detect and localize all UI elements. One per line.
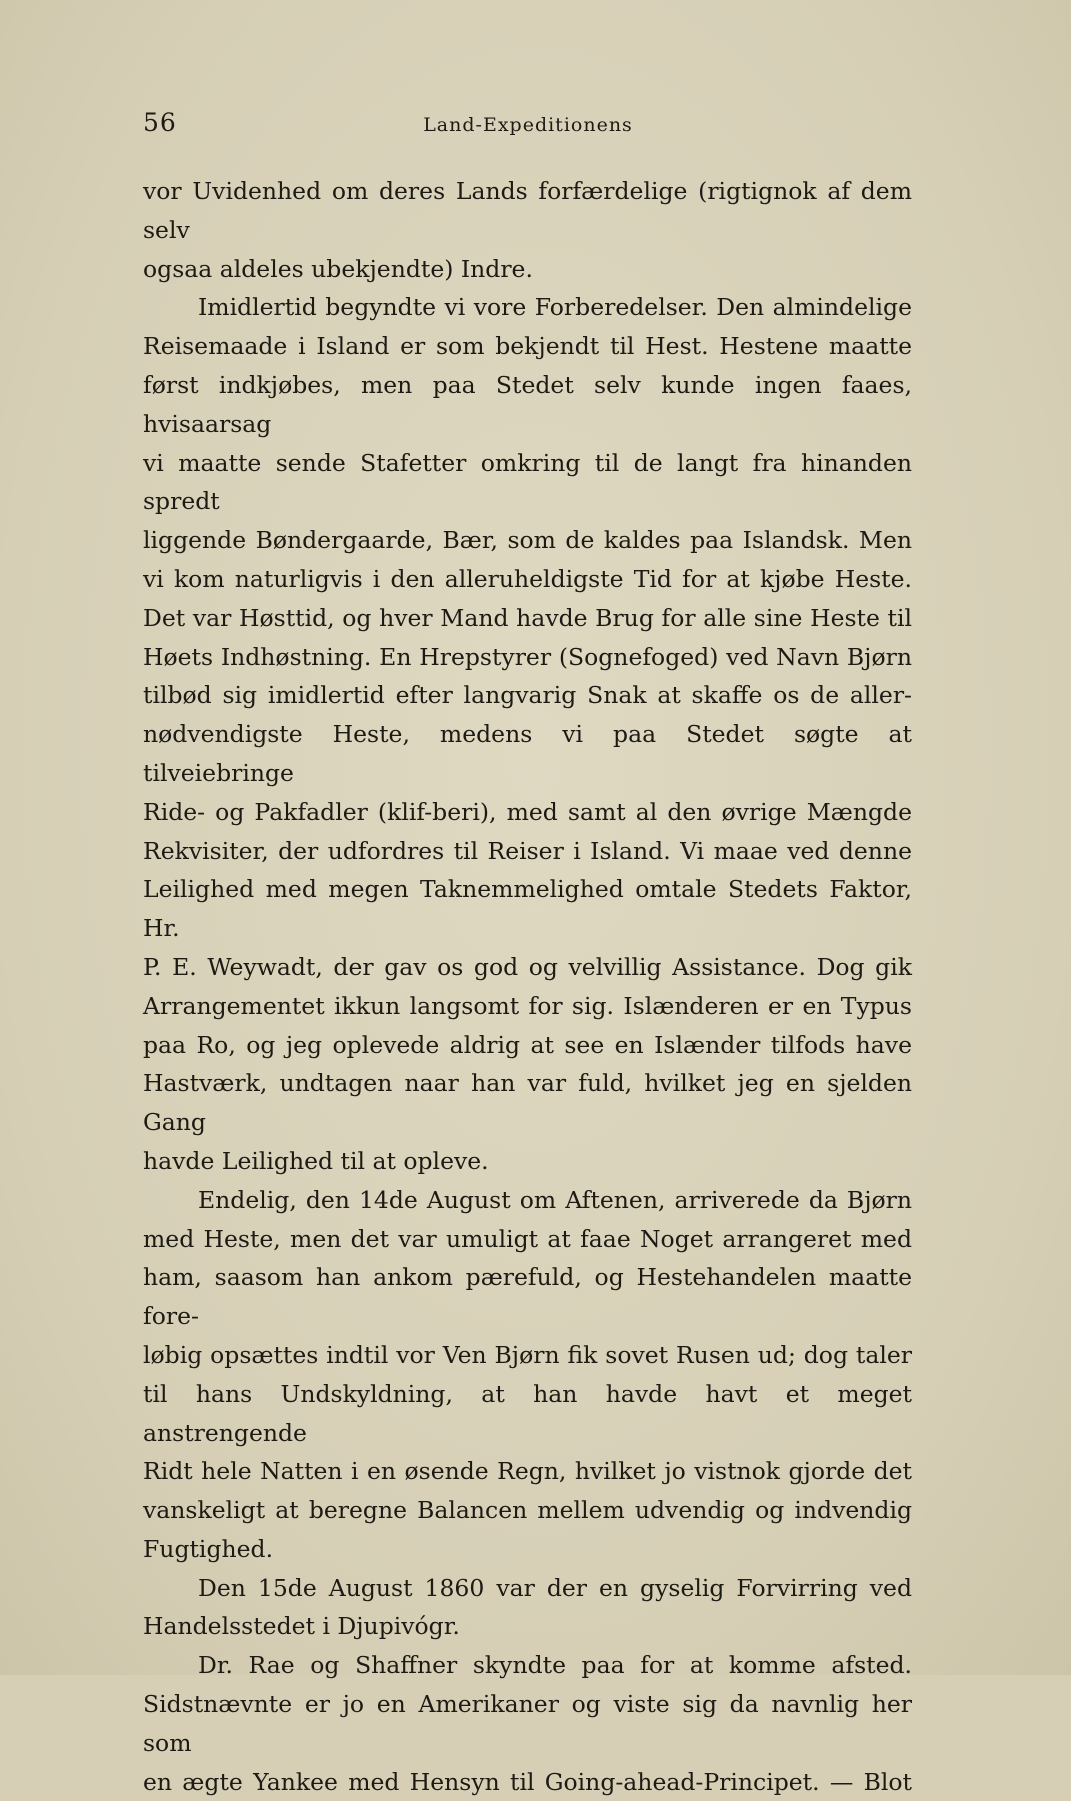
body-text (143, 172, 912, 1801)
text-line: vi maatte sende Stafetter omkring til de langt fra hinanden spredt (143, 448, 912, 516)
page-header (143, 108, 913, 148)
text-line: Ride- og Pakfadler (klif-beri), med samt al den øvrige Mængde (143, 797, 912, 826)
text-line: P. E. Weywadt, der gav os god og velvillig Assistance. Dog gik (143, 952, 912, 981)
text-line: Høets Indhøstning. En Hrepstyrer (Sognefoged) ved Navn Bjørn (143, 642, 912, 671)
text-line: tilbød sig imidlertid efter langvarig Snak at skaffe os de aller- (143, 681, 912, 710)
text-line: havde Leilighed til at opleve. (143, 1146, 489, 1175)
text-line: paa Ro, og jeg oplevede aldrig at see en Islænder tilfods have (143, 1030, 912, 1059)
text-line: vor Uvidenhed om deres Lands forfærdelige (rigtignok af dem selv (143, 177, 912, 244)
text-line: med Heste, men det var umuligt at faae Noget arrangeret med (143, 1224, 912, 1253)
text-line: ham, saasom han ankom pærefuld, og Hestehandelen maatte fore- (143, 1263, 912, 1331)
text-line: Den 15de August 1860 var der en gyselig Forvirring ved (198, 1573, 912, 1602)
text-line: løbig opsættes indtil vor Ven Bjørn fik sovet Rusen ud; dog taler (143, 1340, 912, 1369)
paragraph (143, 172, 912, 288)
text-line: Handelsstedet i Djupivógr. (143, 1612, 460, 1641)
text-line: Arrangementet ikkun langsomt for sig. Islænderen er en Typus (143, 991, 912, 1020)
text-line: Rekvisiter, der udfordres til Reiser i Island. Vi maae ved denne (143, 836, 912, 865)
paragraph (143, 1646, 912, 1801)
page-number: 56 (143, 108, 177, 137)
text-line: en ægte Yankee med Hensyn til Going-ahead-Principet. — Blot (143, 1767, 912, 1796)
text-line: Reisemaade i Island er som bekjendt til Hest. Hestene maatte (143, 332, 912, 361)
text-line: til hans Undskyldning, at han havde havt et meget anstrengende (143, 1379, 912, 1447)
text-line: Fugtighed. (143, 1534, 274, 1563)
text-line: Dr. Rae og Shaffner skyndte paa for at komme afsted. (198, 1651, 912, 1680)
running-head: Land-Expeditionens (423, 114, 633, 136)
text-line: vanskeligt at beregne Balancen mellem udvendig og indvendig (143, 1496, 912, 1525)
paragraph (143, 288, 912, 1180)
text-line: Hastværk, undtagen naar han var fuld, hvilket jeg en sjelden Gang (143, 1069, 912, 1137)
text-line: nødvendigste Heste, medens vi paa Stedet søgte at tilveiebringe (143, 720, 912, 787)
text-line: Endelig, den 14de August om Aftenen, arriverede da Bjørn (198, 1185, 912, 1214)
text-line: Sidstnævnte er jo en Amerikaner og viste sig da navnlig her som (143, 1690, 912, 1757)
text-line: Leilighed med megen Taknemmelighed omtale Stedets Faktor, Hr. (143, 875, 912, 943)
text-line: Ridt hele Natten i en øsende Regn, hvilket jo vistnok gjorde det (143, 1457, 912, 1486)
text-line: vi kom naturligvis i den alleruheldigste Tid for at kjøbe Heste. (143, 564, 912, 593)
text-line: liggende Bøndergaarde, Bær, som de kaldes paa Islandsk. Men (143, 526, 912, 555)
paragraph (143, 1181, 912, 1569)
text-line: Imidlertid begyndte vi vore Forberedelser. Den almindelige (198, 293, 912, 322)
text-line: først indkjøbes, men paa Stedet selv kunde ingen faaes, hvisaarsag (143, 370, 912, 438)
paragraph (143, 1569, 912, 1647)
text-line: Det var Høsttid, og hver Mand havde Brug for alle sine Heste til (143, 603, 912, 632)
text-line: ogsaa aldeles ubekjendte) Indre. (143, 254, 533, 283)
